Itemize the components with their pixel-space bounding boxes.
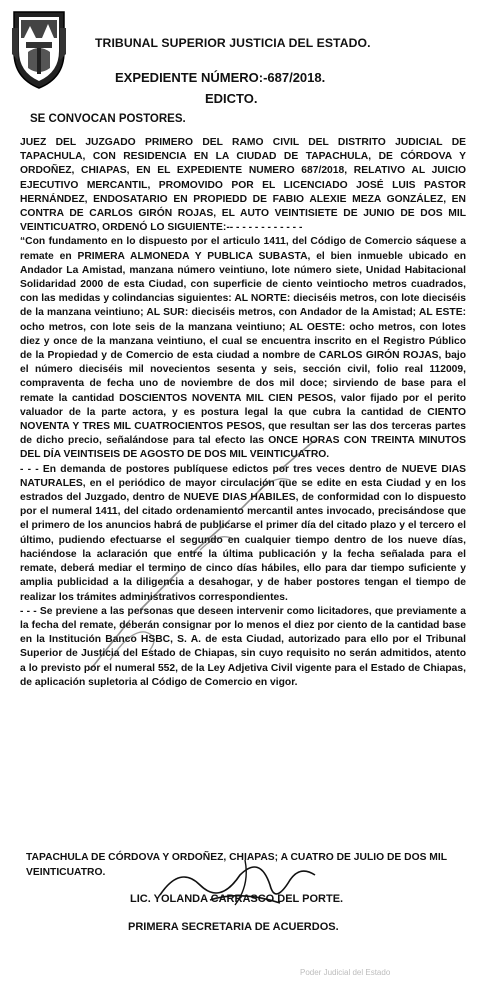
body-paragraph-publication: - - - En demanda de postores publíquese edictos por tres veces dentro de NUEVE DIAS NATURALES, en el periódico de mayor circulación que se edite en esta Ciudad y en los estrados del Juzgado, dentro de NUEVE DIAS HABILES, de conformidad con lo dispuesto por el numeral 1411, del citado ordenamiento mercantil antes invocado, precisándose que el primero de los anuncios habrá de publicarse el primer día del citado plazo y el tercero el último, pudiendo efectuarse el segundo en cualquier tiempo dentro de los nueve días, haciéndose la aclaración que entre la última publicación y la fecha señalada para el remate, deberá mediar el termino de cinco días hábiles, ello para dar tiempo suficiente y amplia publicidad a la diligencia a desahogar, y de haber postores tengan el tiempo de realizar los trámites administrativos correspondientes. — [20, 463, 466, 603]
edict-body — [20, 136, 466, 690]
court-stamp-text: Poder Judicial del Estado — [300, 968, 391, 977]
case-number: EXPEDIENTE NÚMERO:-687/2018. — [115, 70, 326, 85]
court-title: TRIBUNAL SUPERIOR JUSTICIA DEL ESTADO. — [95, 36, 371, 50]
signer-role: PRIMERA SECRETARIA DE ACUERDOS. — [128, 921, 339, 933]
call-for-bidders: SE CONVOCAN POSTORES. — [30, 113, 186, 125]
document-type: EDICTO. — [205, 91, 258, 106]
body-paragraph-intro: JUEZ DEL JUZGADO PRIMERO DEL RAMO CIVIL DEL DISTRITO JUDICIAL DE TAPACHULA, CON RESIDENCIA EN LA CIUDAD DE TAPACHULA, DE CÓRDOVA Y ORDOÑEZ, CHIAPAS, EN EL EXPEDIENTE NUMERO 687/2018, RELATIVO AL JUICIO EJECUTIVO MERCANTIL, PROMOVIDO POR EL LICENCIADO JOSÉ LUIS PASTOR HERNÁNDEZ, ENDOSATARIO EN PROPIEDD DE FABIO ALEXIE MEZA GONZÁLEZ, EN CONTRA DE CARLOS GIRÓN ROJAS, EL AUTO VEINTISIETE DE JUNIO DE DOS MIL VEINTICUATRO, ORDENÓ LO SIGUIENTE:-- - - - - - - - - - - - — [20, 137, 466, 234]
place-and-date: TAPACHULA DE CÓRDOVA Y ORDOÑEZ, CHIAPAS; A CUATRO DE JULIO DE DOS MIL VEINTICUATRO. — [26, 852, 447, 878]
body-paragraph-ruling: “Con fundamento en lo dispuesto por el articulo 1411, del Código de Comercio sáquese a remate en PRIMERA ALMONEDA Y PUBLICA SUBASTA, el bien inmueble ubicado en Andador La Amistad, manzana número veintiuno, lote número siete, Unidad Habitacional Solidaridad 2000 de esta Ciudad, con superficie de ciento veintiocho metros cuadrados, con las medidas y colindancias siguientes: AL NORTE: dieciséis metros, con lote dieciséis de la manzana veintiuno; AL SUR: dieciséis metros, con Andador de la Amistad; AL ESTE: ocho metros, con lote seis de la manzana veintiuno; AL OESTE: ocho metros, con lotes diez y once de la manzana veintiuno, el cual se encuentra inscrito en el Registro Público de la Propiedad y de Comercio de esta ciudad a nombre de CARLOS GIRÓN ROJAS, bajo el número dieciséis mil novecientos sesenta y seis, sección civil, folio real 112009, compraventa de fecha uno de noviembre de dos mil doce; sirviendo de base para el remate la cantidad DOSCIENTOS NOVENTA MIL CIEN PESOS, valor fijado por el perito valuador de la parte actora, y es postura legal la que cubra la cantidad de CIENTO NOVENTA Y TRES MIL CUATROCIENTOS PESOS, que resultan ser las dos terceras partes de dicho precio, señalándose para tal efecto las ONCE HORAS CON TREINTA MINUTOS DEL DÍA VEINTISEIS DE AGOSTO DE DOS MIL VEINTICUATRO. — [20, 236, 466, 461]
state-coat-of-arms-icon — [8, 8, 70, 90]
body-paragraph-bidders: - - - Se previene a las personas que deseen intervenir como licitadores, que previamente a la fecha del remate, deberán consignar por lo menos el diez por ciento de la cantidad base en la Institución Banco HSBC, S. A. de esta Ciudad, autorizado para ello por el Tribunal Superior de Justicia del Estado de Chiapas, sin cuyo requisito no serán admitidos, atento a lo previsto por el numeral 552, de la Ley Adjetiva Civil vigente para el Estado de Chiapas, de aplicación supletoria al Código de Comercio en vigor. — [20, 605, 466, 688]
signer-name: LIC. YOLANDA CARRASCO DEL PORTE. — [130, 893, 344, 905]
